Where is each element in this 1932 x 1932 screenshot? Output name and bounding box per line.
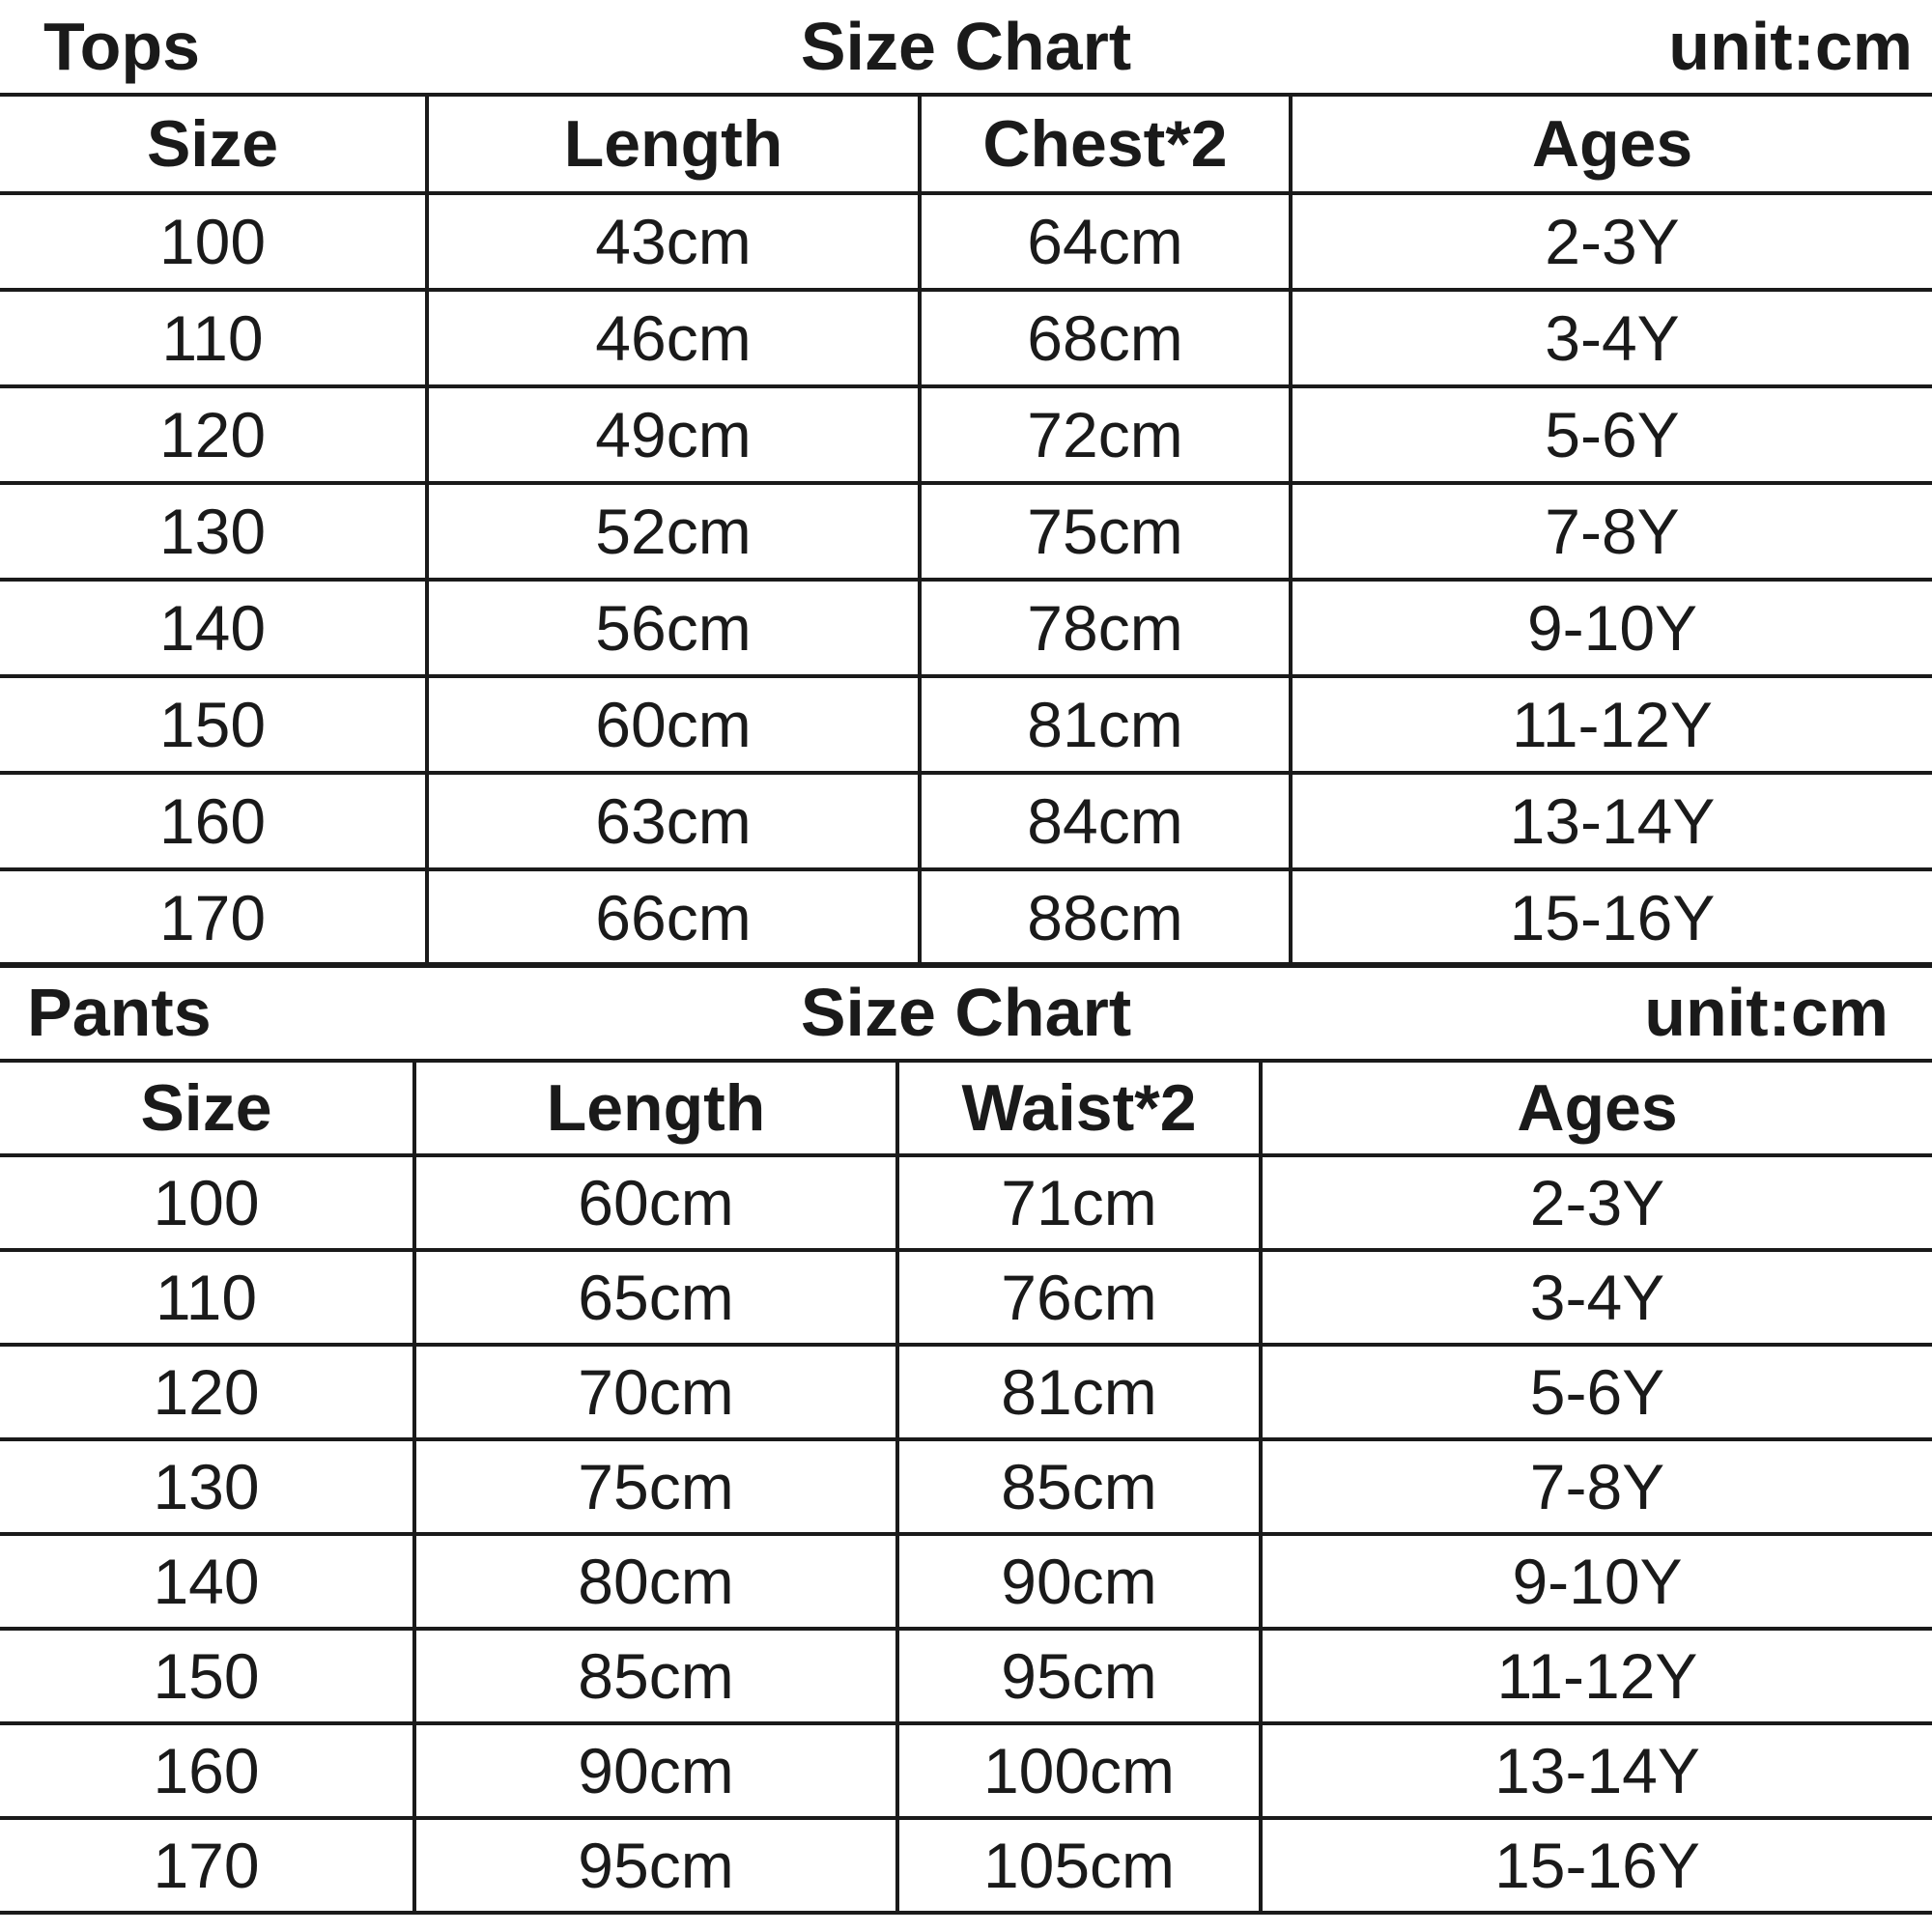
pants-table-cell: 110 [0, 1250, 414, 1345]
tops-column-header: Size [0, 95, 427, 193]
pants-table-cell: 7-8Y [1261, 1439, 1932, 1534]
pants-table-cell: 15-16Y [1261, 1818, 1932, 1913]
pants-table-cell: 85cm [897, 1439, 1261, 1534]
pants-table-cell: 5-6Y [1261, 1345, 1932, 1439]
tops-table-cell: 13-14Y [1291, 773, 1932, 869]
pants-title-bar [0, 966, 1932, 1059]
pants-table-cell: 75cm [414, 1439, 897, 1534]
tops-table-cell: 64cm [920, 193, 1291, 290]
pants-table-cell: 2-3Y [1261, 1155, 1932, 1250]
pants-table [0, 1059, 1932, 1915]
pants-table-cell: 90cm [897, 1534, 1261, 1629]
pants-table-cell: 65cm [414, 1250, 897, 1345]
tops-chart-title: Size Chart [800, 9, 1132, 84]
tops-table-cell: 43cm [427, 193, 920, 290]
tops-table-cell: 66cm [427, 869, 920, 966]
pants-table-row [0, 1155, 1932, 1250]
tops-table-cell: 120 [0, 386, 427, 483]
tops-column-header: Ages [1291, 95, 1932, 193]
pants-size-chart [0, 966, 1932, 1932]
pants-table-cell: 60cm [414, 1155, 897, 1250]
tops-table-cell: 52cm [427, 483, 920, 580]
tops-table-row [0, 290, 1932, 386]
tops-size-chart [0, 0, 1932, 964]
tops-table-cell: 7-8Y [1291, 483, 1932, 580]
pants-table-cell: 130 [0, 1439, 414, 1534]
tops-table-cell: 84cm [920, 773, 1291, 869]
pants-column-header: Ages [1261, 1061, 1932, 1155]
pants-chart-title: Size Chart [800, 975, 1132, 1050]
pants-table-cell: 90cm [414, 1723, 897, 1818]
pants-column-header: Waist*2 [897, 1061, 1261, 1155]
pants-column-header: Length [414, 1061, 897, 1155]
pants-table-cell: 170 [0, 1818, 414, 1913]
tops-table-cell: 56cm [427, 580, 920, 676]
pants-table-cell: 3-4Y [1261, 1250, 1932, 1345]
tops-table-cell: 2-3Y [1291, 193, 1932, 290]
tops-table-cell: 78cm [920, 580, 1291, 676]
pants-table-body [0, 1155, 1932, 1913]
pants-table-row [0, 1818, 1932, 1913]
tops-table-cell: 110 [0, 290, 427, 386]
tops-table-cell: 46cm [427, 290, 920, 386]
tops-table-cell: 81cm [920, 676, 1291, 773]
tops-table-row [0, 386, 1932, 483]
pants-table-cell: 120 [0, 1345, 414, 1439]
pants-table-cell: 105cm [897, 1818, 1261, 1913]
pants-table-cell: 80cm [414, 1534, 897, 1629]
tops-table-row [0, 773, 1932, 869]
pants-label: Pants [27, 975, 212, 1050]
tops-table-body [0, 193, 1932, 966]
pants-table-cell: 95cm [897, 1629, 1261, 1723]
tops-table-row [0, 676, 1932, 773]
tops-column-header: Length [427, 95, 920, 193]
pants-table-cell: 85cm [414, 1629, 897, 1723]
pants-table-cell: 100cm [897, 1723, 1261, 1818]
pants-table-row [0, 1723, 1932, 1818]
tops-table-cell: 140 [0, 580, 427, 676]
tops-header-row [0, 95, 1932, 193]
tops-table-row [0, 483, 1932, 580]
tops-table-cell: 130 [0, 483, 427, 580]
tops-table-cell: 60cm [427, 676, 920, 773]
tops-table-row [0, 193, 1932, 290]
tops-table-row [0, 580, 1932, 676]
tops-table-cell: 49cm [427, 386, 920, 483]
tops-column-header: Chest*2 [920, 95, 1291, 193]
pants-table-cell: 13-14Y [1261, 1723, 1932, 1818]
tops-label: Tops [43, 9, 201, 84]
pants-table-cell: 100 [0, 1155, 414, 1250]
pants-table-row [0, 1439, 1932, 1534]
tops-table-cell: 5-6Y [1291, 386, 1932, 483]
pants-unit-label: unit:cm [1644, 975, 1889, 1050]
tops-table-cell: 88cm [920, 869, 1291, 966]
pants-table-cell: 150 [0, 1629, 414, 1723]
tops-title-bar [0, 0, 1932, 93]
pants-table-row [0, 1629, 1932, 1723]
tops-table-cell: 9-10Y [1291, 580, 1932, 676]
pants-table-cell: 95cm [414, 1818, 897, 1913]
pants-table-cell: 81cm [897, 1345, 1261, 1439]
tops-table-cell: 3-4Y [1291, 290, 1932, 386]
pants-table-cell: 160 [0, 1723, 414, 1818]
pants-table-cell: 71cm [897, 1155, 1261, 1250]
tops-table-row [0, 869, 1932, 966]
tops-table-cell: 72cm [920, 386, 1291, 483]
pants-table-row [0, 1250, 1932, 1345]
tops-table-cell: 15-16Y [1291, 869, 1932, 966]
tops-table-cell: 100 [0, 193, 427, 290]
tops-table-cell: 63cm [427, 773, 920, 869]
tops-table-cell: 150 [0, 676, 427, 773]
pants-table-row [0, 1534, 1932, 1629]
tops-table-cell: 160 [0, 773, 427, 869]
pants-table-cell: 11-12Y [1261, 1629, 1932, 1723]
pants-table-cell: 70cm [414, 1345, 897, 1439]
tops-table-cell: 68cm [920, 290, 1291, 386]
tops-unit-label: unit:cm [1668, 9, 1913, 84]
tops-table-cell: 75cm [920, 483, 1291, 580]
pants-table-cell: 140 [0, 1534, 414, 1629]
pants-header-row [0, 1061, 1932, 1155]
pants-table-cell: 76cm [897, 1250, 1261, 1345]
tops-table-cell: 11-12Y [1291, 676, 1932, 773]
tops-table-cell: 170 [0, 869, 427, 966]
tops-table [0, 93, 1932, 968]
pants-column-header: Size [0, 1061, 414, 1155]
pants-table-cell: 9-10Y [1261, 1534, 1932, 1629]
pants-table-row [0, 1345, 1932, 1439]
